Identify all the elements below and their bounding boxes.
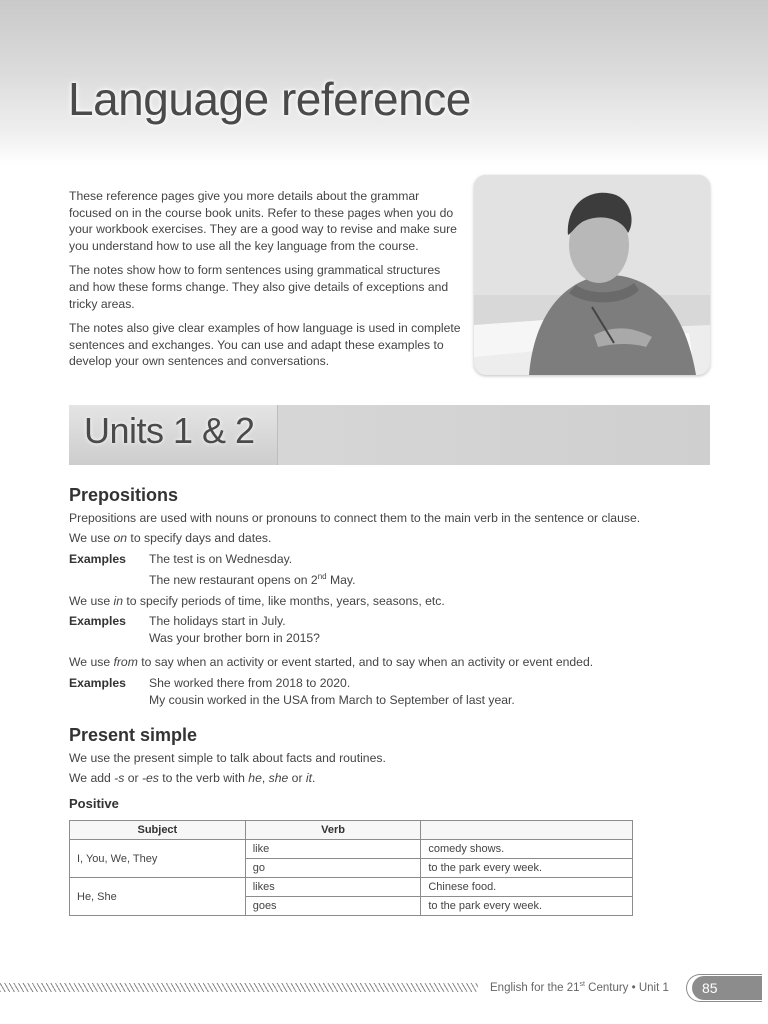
present-simple-heading: Present simple bbox=[69, 725, 198, 745]
table-row bbox=[70, 840, 633, 859]
rule-text: We use bbox=[69, 594, 114, 608]
examples-label: Examples bbox=[69, 614, 126, 628]
rule-keyword: on bbox=[113, 531, 128, 545]
example-sentence: She worked there from 2018 to 2020. bbox=[149, 676, 351, 690]
footer-text-part: English for the 21 bbox=[490, 981, 580, 994]
footer-text-part: Century • Unit 1 bbox=[584, 981, 669, 994]
examples-in bbox=[149, 613, 320, 647]
footer-book-title bbox=[490, 981, 669, 994]
column-header bbox=[421, 821, 633, 840]
intro-paragraph: These reference pages give you more details about the grammar focused on in the course book units. Refer to these pages when you do your workbook exercises. They are a good way to revise and make sure you understand how to use all the key language from the course. bbox=[69, 189, 457, 253]
examples-from bbox=[149, 675, 515, 709]
complement-cell: to the park every week. bbox=[421, 897, 633, 916]
present-simple-table bbox=[69, 820, 633, 916]
examples-label: Examples bbox=[69, 552, 126, 566]
rule-text: We add bbox=[69, 771, 115, 785]
example-sentence: The holidays start in July. bbox=[149, 614, 286, 628]
student-writing-photo bbox=[474, 175, 710, 375]
example-sentence: The test is on Wednesday. bbox=[149, 552, 293, 566]
example-text: May. bbox=[326, 573, 356, 588]
rule-on bbox=[69, 531, 271, 545]
examples-label: Examples bbox=[69, 676, 126, 690]
rule-from bbox=[69, 655, 593, 669]
rule-keyword: -s bbox=[114, 771, 125, 785]
rule-text: . bbox=[312, 771, 316, 785]
rule-keyword: in bbox=[113, 594, 123, 608]
example-text: The new restaurant opens on 2 bbox=[149, 573, 318, 588]
verb-cell: like bbox=[245, 840, 421, 859]
page-title: Language reference bbox=[68, 73, 471, 125]
rule-keyword: she bbox=[268, 771, 289, 785]
rule-text: We use bbox=[69, 655, 114, 669]
rule-text: to specify periods of time, like months, years, seasons, etc. bbox=[122, 594, 445, 608]
rule-keyword: -es bbox=[141, 771, 159, 785]
intro-paragraph: The notes show how to form sentences using grammatical structures and how these forms change. They also give details of exceptions and tricky areas. bbox=[69, 263, 449, 311]
complement-cell: Chinese food. bbox=[421, 878, 633, 897]
rule-text: We use bbox=[69, 531, 114, 545]
complement-cell: to the park every week. bbox=[421, 859, 633, 878]
rule-in bbox=[69, 594, 445, 608]
units-title: Units 1 & 2 bbox=[84, 410, 255, 451]
page-number: 85 bbox=[692, 976, 762, 1000]
table-header-row bbox=[70, 821, 633, 840]
prepositions-heading: Prepositions bbox=[69, 485, 179, 505]
example-sentence: My cousin worked in the USA from March to September of last year. bbox=[149, 693, 515, 707]
rule-text: or bbox=[288, 771, 306, 785]
subject-cell: I, You, We, They bbox=[70, 840, 246, 878]
rule-keyword: it bbox=[305, 771, 312, 785]
rule-text: or bbox=[124, 771, 142, 785]
rule-text: to the verb with bbox=[158, 771, 249, 785]
example-sentence: Was your brother born in 2015? bbox=[149, 631, 320, 645]
student-illustration bbox=[474, 175, 710, 375]
ordinal-suffix: nd bbox=[317, 572, 327, 581]
example-sentence bbox=[149, 568, 356, 589]
column-header: Subject bbox=[70, 821, 246, 840]
rule-text: , bbox=[261, 771, 269, 785]
rule-keyword: he bbox=[248, 771, 262, 785]
complement-cell: comedy shows. bbox=[421, 840, 633, 859]
examples-on bbox=[149, 551, 356, 589]
verb-cell: likes bbox=[245, 878, 421, 897]
subject-cell: He, She bbox=[70, 878, 246, 916]
ordinal-suffix: st bbox=[579, 981, 585, 988]
footer-stripes bbox=[0, 983, 478, 992]
table-row bbox=[70, 878, 633, 897]
rule-text: to specify days and dates. bbox=[127, 531, 272, 545]
intro-paragraph: The notes also give clear examples of how language is used in complete sentences and exchanges. You can use and adapt these examples to develop your own sentences and conversations. bbox=[69, 321, 461, 369]
present-simple-rule: We use the present simple to talk about facts and routines. bbox=[69, 751, 386, 765]
column-header: Verb bbox=[245, 821, 421, 840]
prepositions-intro: Prepositions are used with nouns or pronouns to connect them to the main verb in the sentence or clause. bbox=[69, 511, 641, 525]
present-simple-rule-s bbox=[69, 771, 315, 785]
positive-label: Positive bbox=[69, 796, 119, 811]
verb-cell: goes bbox=[245, 897, 421, 916]
rule-text: to say when an activity or event started, and to say when an activity or event ended. bbox=[137, 655, 594, 669]
intro-text bbox=[69, 188, 461, 378]
verb-cell: go bbox=[245, 859, 421, 878]
rule-keyword: from bbox=[113, 655, 138, 669]
